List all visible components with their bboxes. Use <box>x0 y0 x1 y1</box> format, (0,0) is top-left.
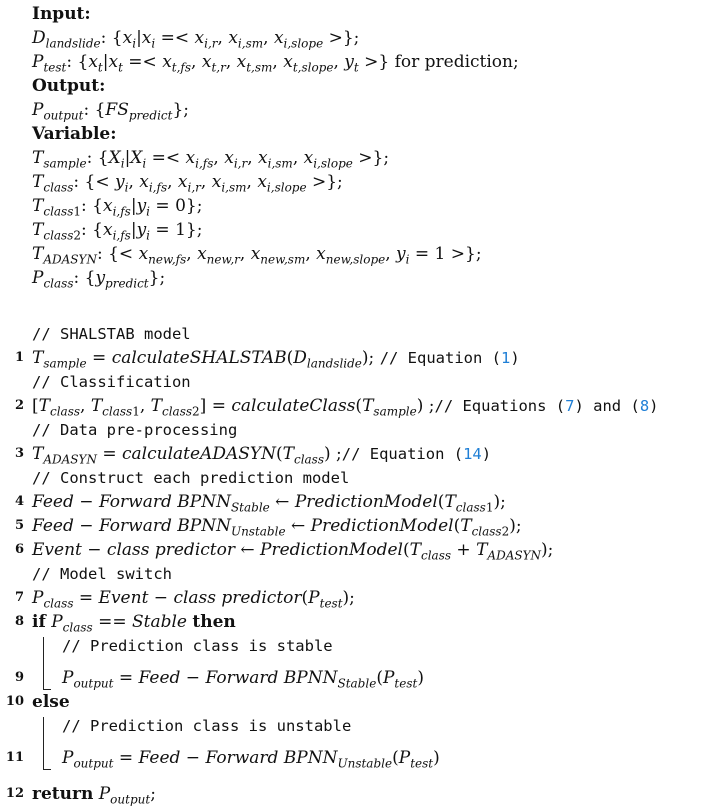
comment-unstable: // Prediction class is unstable <box>62 717 352 735</box>
output-heading: Output: <box>32 76 106 96</box>
stmt-else: else <box>32 692 70 712</box>
if-block-bar <box>43 637 44 689</box>
stmt-output-unstable: $P_{output}$ = Feed − Forward $BPNN_{Unstable}(P_{test})$ <box>62 748 440 771</box>
line-number: 11 <box>5 750 24 765</box>
line-number: 1 <box>14 350 24 365</box>
decl-t-adasyn: $T_{ADASYN}$: {< $x_{new,fs}$, $x_{new,r}$, $x_{new,sm}$, $x_{new,slope}$, $y_i = 1$ >}; <box>32 244 482 267</box>
stmt-return: return $P_{output}$; <box>32 784 156 807</box>
decl-t-class1: $T_{class1}$: $\{x_{i,fs}|y_i = 0\}$; <box>32 196 203 219</box>
decl-t-class2: $T_{class2}$: $\{x_{i,fs}|y_i = 1\}$; <box>32 220 203 243</box>
stmt-output-stable: $P_{output}$ = Feed − Forward $BPNN_{Stable}(P_{test})$ <box>62 668 424 691</box>
decl-p-output: $P_{output}$: $\{FS_{predict}\}$; <box>32 100 190 123</box>
stmt-if: if $P_{class}$ == Stable then <box>32 612 236 635</box>
comment-preprocessing: // Data pre-processing <box>32 421 238 439</box>
line-number: 9 <box>14 670 24 685</box>
line-number: 10 <box>5 694 24 709</box>
line-number: 8 <box>14 614 24 629</box>
ref-equation-7[interactable]: 7 <box>565 397 575 415</box>
ref-equation-8[interactable]: 8 <box>639 397 650 415</box>
stmt-bpnn-unstable: Feed − Forward $BPNN_{Unstable}$ ← $PredictionModel(T_{class2})$; <box>32 516 522 539</box>
line-number: 7 <box>14 590 24 605</box>
ref-equation-14[interactable]: 14 <box>463 445 482 463</box>
comment-stable: // Prediction class is stable <box>62 637 333 655</box>
stmt-bpnn-stable: Feed − Forward $BPNN_{Stable}$ ← $PredictionModel(T_{class1})$; <box>32 492 506 515</box>
stmt-calculate-class: [$T_{class}$, $T_{class1}$, $T_{class2}$] = $calculateClass(T_{sample})$ ;// Equations (7) and (8) <box>32 396 659 419</box>
stmt-event-class-predictor: Event − class predictor ← $PredictionModel(T_{class} + T_{ADASYN})$; <box>32 540 554 563</box>
line-number: 5 <box>14 518 24 533</box>
ref-equation-1[interactable]: 1 <box>501 349 511 367</box>
decl-p-class: $P_{class}$: $\{y_{predict}\}$; <box>32 268 166 291</box>
decl-d-landslide: $D_{landslide}$: {$x_i|x_i =< x_{i,r}$, $x_{i,sm}$, $x_{i,slope}$ >}; <box>32 28 360 51</box>
line-number: 6 <box>14 542 24 557</box>
decl-p-test: $P_{test}$: {$x_t|x_t =< x_{t,fs}$, $x_{t,r}$, $x_{t,sm}$, $x_{t,slope}$, $y_t$ >} for prediction; <box>32 52 519 75</box>
line-number: 4 <box>14 494 24 509</box>
comment-construct-models: // Construct each prediction model <box>32 469 350 487</box>
input-heading: Input: <box>32 4 91 24</box>
line-number: 3 <box>14 446 24 461</box>
decl-t-sample: $T_{sample}$: {$X_i|X_i =< x_{i,fs}$, $x_{i,r}$, $x_{i,sm}$, $x_{i,slope}$ >}; <box>32 148 390 171</box>
else-block-bar-foot <box>43 769 51 770</box>
comment-model-switch: // Model switch <box>32 565 172 583</box>
stmt-calculate-adasyn: $T_{ADASYN}$ = $calculateADASYN(T_{class})$ ;// Equation (14) <box>32 444 492 467</box>
comment-shalstab: // SHALSTAB model <box>32 325 191 343</box>
comment-classification: // Classification <box>32 373 191 391</box>
stmt-calculate-shalstab: $T_{sample}$ = $calculateSHALSTAB(D_{landslide})$; // Equation (1) <box>32 348 520 371</box>
line-number: 2 <box>14 398 24 413</box>
variable-heading: Variable: <box>32 124 117 144</box>
stmt-predict-class: $P_{class}$ = Event − class $predictor(P_{test})$; <box>32 588 355 611</box>
else-block-bar <box>43 717 44 769</box>
line-number: 12 <box>5 786 24 801</box>
decl-t-class: $T_{class}$: {< $y_i$, $x_{i,fs}$, $x_{i,r}$, $x_{i,sm}$, $x_{i,slope}$ >}; <box>32 172 343 195</box>
